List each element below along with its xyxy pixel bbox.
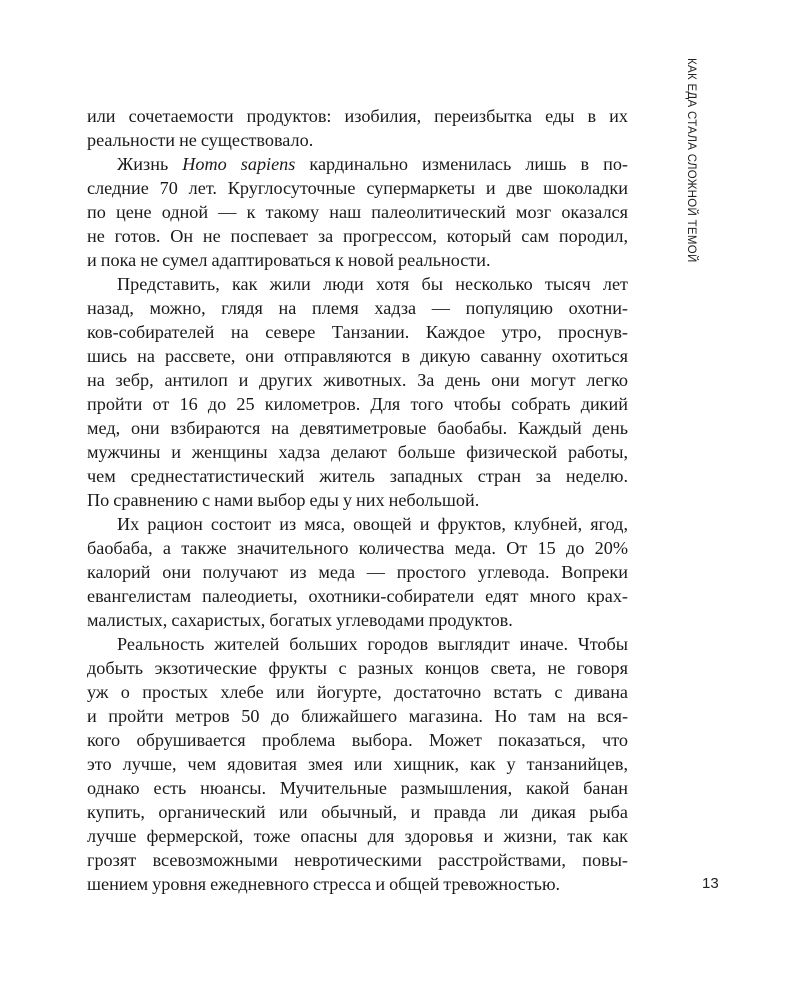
text-line — [87, 824, 628, 848]
text-segment: малистых, сахаристых, богатых углеводами продуктов. — [87, 610, 513, 630]
text-line — [87, 800, 628, 824]
text-line — [87, 728, 628, 752]
text-line — [87, 872, 628, 896]
text-line — [87, 104, 628, 128]
text-segment: Их рацион состоит из мяса, овощей и фруктов, клубней, ягод, — [117, 514, 628, 534]
text-segment: мужчины и женщины хадза делают больше физической работы, — [87, 442, 628, 462]
text-line — [87, 344, 628, 368]
text-line — [87, 440, 628, 464]
text-line — [87, 200, 628, 224]
text-line — [87, 152, 628, 176]
text-segment: однако есть нюансы. Мучительные размышления, какой банан — [87, 778, 628, 798]
text-line — [87, 392, 628, 416]
body-text — [87, 104, 628, 896]
paragraph — [87, 272, 628, 512]
paragraph — [87, 104, 628, 152]
italic-term: Homo sapiens — [182, 154, 296, 174]
text-line — [87, 608, 628, 632]
text-segment: по цене одной — к такому наш палеолитический мозг оказался — [87, 202, 628, 222]
text-segment: на зебр, антилоп и других животных. За день они могут легко — [87, 370, 628, 390]
text-line — [87, 632, 628, 656]
text-line — [87, 128, 628, 152]
text-line — [87, 320, 628, 344]
text-segment: чем среднестатистический житель западных стран за неделю. — [87, 466, 628, 486]
text-line — [87, 248, 628, 272]
text-segment: реальности не существовало. — [87, 130, 314, 150]
page-number: 13 — [702, 875, 719, 892]
text-segment: следние 70 лет. Круглосуточные супермаркеты и две шоколадки — [87, 178, 628, 198]
paragraph — [87, 512, 628, 632]
text-segment: пройти от 16 до 25 километров. Для того чтобы собрать дикий — [87, 394, 628, 414]
text-segment: и пройти метров 50 до ближайшего магазина. Но там на вся- — [87, 706, 628, 726]
text-line — [87, 776, 628, 800]
text-line — [87, 536, 628, 560]
text-line — [87, 224, 628, 248]
text-segment: лучше фермерской, тоже опасны для здоровья и жизни, так как — [87, 826, 628, 846]
text-segment: купить, органический или обычный, и правда ли дикая рыба — [87, 802, 628, 822]
text-segment: Жизнь — [117, 154, 183, 174]
text-segment: не готов. Он не поспевает за прогрессом, который сам породил, — [87, 226, 628, 246]
text-segment: мед, они взбираются на девятиметровые баобабы. Каждый день — [87, 418, 628, 438]
text-segment: кого обрушивается проблема выбора. Может показаться, что — [87, 730, 628, 750]
text-line — [87, 464, 628, 488]
text-segment: кардинально изменилась лишь в по- — [295, 154, 628, 174]
paragraph — [87, 152, 628, 272]
text-line — [87, 512, 628, 536]
text-segment: калорий они получают из меда — простого углевода. Вопреки — [87, 562, 628, 582]
text-line — [87, 176, 628, 200]
text-segment: Реальность жителей больших городов выглядит иначе. Чтобы — [117, 634, 628, 654]
text-line — [87, 680, 628, 704]
text-line — [87, 488, 628, 512]
text-line — [87, 296, 628, 320]
text-segment: и пока не сумел адаптироваться к новой реальности. — [87, 250, 491, 270]
text-segment: назад, можно, глядя на племя хадза — популяцию охотни- — [87, 298, 628, 318]
text-line — [87, 584, 628, 608]
paragraph — [87, 632, 628, 896]
text-segment: добыть экзотические фрукты с разных концов света, не говоря — [87, 658, 628, 678]
text-segment: евангелистам палеодиеты, охотники-собиратели едят много крах- — [87, 586, 628, 606]
text-line — [87, 368, 628, 392]
text-segment: или сочетаемости продуктов: изобилия, переизбытка еды в их — [87, 106, 628, 126]
text-segment: шись на рассвете, они отправляются в дикую саванну охотиться — [87, 346, 628, 366]
text-segment: уж о простых хлебе или йогурте, достаточно встать с дивана — [87, 682, 628, 702]
text-line — [87, 656, 628, 680]
text-segment: ков-собирателей на севере Танзании. Каждое утро, проснув- — [87, 322, 628, 342]
text-line — [87, 416, 628, 440]
text-segment: шением уровня ежедневного стресса и общей тревожностью. — [87, 874, 561, 894]
text-segment: Представить, как жили люди хотя бы несколько тысяч лет — [117, 274, 628, 294]
text-line — [87, 560, 628, 584]
running-head: КАК ЕДА СТАЛА СЛОЖНОЙ ТЕМОЙ — [685, 58, 697, 263]
text-line — [87, 704, 628, 728]
text-segment: грозят всевозможными невротическими расстройствами, повы- — [87, 850, 628, 870]
text-segment: По сравнению с нами выбор еды у них небольшой. — [87, 490, 480, 510]
text-segment: баобаба, а также значительного количества меда. От 15 до 20% — [87, 538, 628, 558]
text-line — [87, 752, 628, 776]
text-line — [87, 848, 628, 872]
text-line — [87, 272, 628, 296]
text-segment: это лучше, чем ядовитая змея или хищник, как у танзанийцев, — [87, 754, 628, 774]
